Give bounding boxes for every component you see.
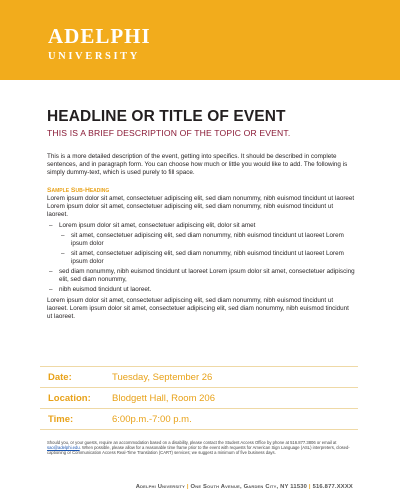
university-logo-sub: UNIVERSITY bbox=[48, 51, 140, 62]
date-row bbox=[40, 366, 358, 388]
footer-separator: | bbox=[186, 484, 189, 490]
location-row bbox=[40, 388, 358, 409]
date-value: Tuesday, September 26 bbox=[112, 371, 213, 383]
time-row bbox=[40, 409, 358, 430]
footer-separator: | bbox=[308, 484, 311, 490]
bullet-list bbox=[47, 222, 355, 293]
list-item: – sed diam nonummy, nibh euismod tincidunt ut laoreet Lorem ipsum dolor sit amet, consectetuer adipiscing elit, sed diam nonummy, bbox=[47, 268, 355, 284]
list-item: – nibh euismod tincidunt ut laoreet. bbox=[47, 286, 355, 294]
body-paragraph: Lorem ipsum dolor sit amet, consectetuer adipiscing elit, sed diam nonummy, nibh euismod tincidunt ut laoreet Lorem ipsum dolor sit amet, consectetuer adipiscing elit, sed diam nonummy, nibh euismod tincidunt ut laoreet. bbox=[47, 194, 355, 218]
event-content bbox=[47, 108, 355, 320]
sub-bullet-list bbox=[59, 232, 355, 266]
university-logo-name: ADELPHI bbox=[48, 24, 151, 48]
notice-text-end: . When possible, please allow for a reasonable time frame prior to the event with requests for American Sign Language (ASL) interpreters, closed-captioning or Communication Access Real-Time Translation (CART) services; we suggest a minimum of five business days. bbox=[47, 445, 350, 456]
location-value: Blodgett Hall, Room 206 bbox=[112, 392, 215, 404]
sample-subheading: Sample Sub-Heading bbox=[47, 186, 110, 194]
time-value: 6:00p.m.-7:00 p.m. bbox=[112, 413, 192, 425]
sub-list-item: – sit amet, consectetuer adipiscing elit, sed diam nonummy, nibh euismod tincidunt ut laoreet Lorem ipsum dolor bbox=[59, 250, 355, 266]
sub-list-item: – sit amet, consectetuer adipiscing elit, sed diam nonummy, nibh euismod tincidunt ut laoreet Lorem ipsum dolor bbox=[59, 232, 355, 248]
list-item bbox=[47, 222, 355, 266]
event-headline: HEADLINE OR TITLE OF EVENT bbox=[47, 108, 286, 125]
list-item-text: Lorem ipsum dolor sit amet, consectetuer adipiscing elit, dolor sit amet bbox=[59, 222, 256, 230]
date-label: Date: bbox=[48, 371, 72, 383]
notice-text-start: Should you, or your guests, require an accommodation based on a disability, please contact the Student Access Office by phone at 516.877.3806 or email at bbox=[47, 440, 337, 445]
closing-paragraph: Lorem ipsum dolor sit amet, consectetuer adipiscing elit, sed diam nonummy, nibh euismod tincidunt ut laoreet. Lorem ipsum dolor sit amet, consectetuer adipiscing elit, sed diam nonummy, nibh euismod tincidunt ut laoreet. bbox=[47, 296, 349, 320]
email-link[interactable]: sao@adelphi.edu bbox=[47, 445, 80, 451]
footer bbox=[47, 484, 353, 490]
footer-phone: 516.877.XXXX bbox=[312, 484, 353, 490]
event-subheadline: THIS IS A BRIEF DESCRIPTION OF THE TOPIC OR EVENT. bbox=[47, 128, 291, 138]
event-details-table bbox=[40, 366, 358, 430]
footer-address: One South Avenue, Garden City, NY 11530 bbox=[190, 484, 308, 490]
accessibility-notice bbox=[47, 440, 355, 456]
time-label: Time: bbox=[48, 413, 74, 425]
footer-org: Adelphi University bbox=[135, 484, 186, 490]
location-label: Location: bbox=[48, 392, 91, 404]
header-banner bbox=[0, 0, 400, 80]
intro-paragraph: This is a more detailed description of the event, getting into specifics. It should be described in complete sentences, and in paragraph form. You can choose how much or little you would like to add. The following is simply dummy-text, which is used purely to fill space. bbox=[47, 153, 348, 176]
